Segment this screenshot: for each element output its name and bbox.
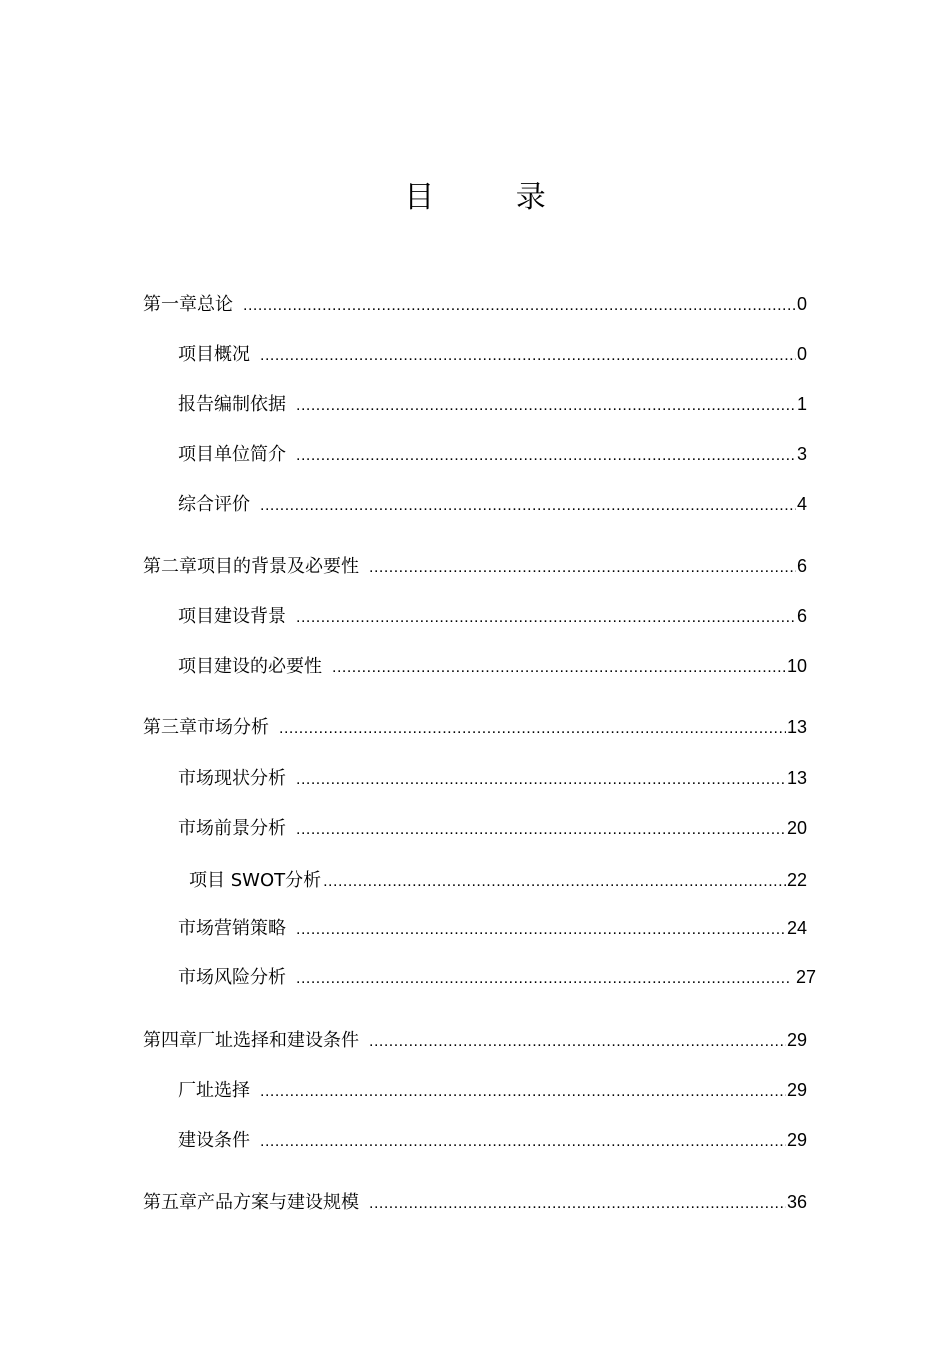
toc-entry[interactable] xyxy=(178,341,807,367)
dot-leader xyxy=(260,1079,786,1105)
entry-title: 市场风险分析 xyxy=(178,967,286,988)
toc-entry[interactable] xyxy=(178,815,807,841)
dot-leader xyxy=(296,817,786,843)
page-number: 6 xyxy=(796,606,807,626)
dot-leader xyxy=(260,493,796,519)
entry-title: 市场现状分析 xyxy=(178,768,286,789)
toc-entry[interactable] xyxy=(178,964,816,990)
entry-title: 报告编制依据 xyxy=(178,394,286,415)
page-number: 24 xyxy=(786,918,807,938)
entry-title: 项目建设的必要性 xyxy=(178,656,322,677)
dot-leader xyxy=(296,917,786,943)
entry-title: 厂址选择和建设条件 xyxy=(197,1030,359,1051)
chapter-number: 第一章 xyxy=(143,294,197,315)
toc-entry[interactable] xyxy=(178,491,807,517)
dot-leader xyxy=(369,1191,786,1217)
entry-title: 厂址选择 xyxy=(178,1080,250,1101)
toc-entry[interactable] xyxy=(178,653,807,679)
dot-leader xyxy=(369,555,796,581)
dot-leader xyxy=(296,393,796,419)
dot-leader xyxy=(279,716,786,742)
page-number: 20 xyxy=(786,818,807,838)
toc-entry[interactable] xyxy=(178,765,807,791)
toc-entry[interactable] xyxy=(178,603,807,629)
toc-entry[interactable] xyxy=(143,1189,807,1215)
entry-title: 市场分析 xyxy=(197,717,269,738)
dot-leader xyxy=(369,1029,786,1055)
entry-title: 项目 SWOT分析 xyxy=(189,870,322,891)
toc-entry[interactable] xyxy=(189,867,807,893)
entry-title: 总论 xyxy=(197,294,233,315)
dot-leader xyxy=(332,655,786,681)
page-number: 4 xyxy=(796,494,807,514)
page-number: 13 xyxy=(786,768,807,788)
entry-title: 建设条件 xyxy=(178,1130,250,1151)
page-number: 10 xyxy=(786,656,807,676)
page-number: 13 xyxy=(786,717,807,737)
page-number: 36 xyxy=(786,1192,807,1212)
dot-leader xyxy=(260,343,796,369)
dot-leader xyxy=(296,443,796,469)
toc-entry[interactable] xyxy=(178,915,807,941)
toc-entry[interactable] xyxy=(178,1127,807,1153)
entry-title: 项目单位简介 xyxy=(178,444,286,465)
chapter-number: 第四章 xyxy=(143,1030,197,1051)
page-number: 3 xyxy=(796,444,807,464)
toc-entry[interactable] xyxy=(143,553,807,579)
entry-title: 项目建设背景 xyxy=(178,606,286,627)
page-number: 29 xyxy=(786,1130,807,1150)
chapter-number: 第二章 xyxy=(143,556,197,577)
toc-entry[interactable] xyxy=(178,441,807,467)
toc-entry[interactable] xyxy=(143,1027,807,1053)
toc-title: 目 录 xyxy=(404,180,582,215)
dot-leader xyxy=(296,966,790,992)
dot-leader xyxy=(296,605,796,631)
chapter-number: 第三章 xyxy=(143,717,197,738)
dot-leader xyxy=(323,869,786,895)
toc-entry[interactable] xyxy=(178,1077,807,1103)
page-number: 27 xyxy=(790,967,816,987)
page-number: 1 xyxy=(796,394,807,414)
entry-title: 综合评价 xyxy=(178,494,250,515)
dot-leader xyxy=(260,1129,786,1155)
page-number: 0 xyxy=(796,344,807,364)
dot-leader xyxy=(243,293,796,319)
entry-title: 产品方案与建设规模 xyxy=(197,1192,359,1213)
page-number: 0 xyxy=(796,294,807,314)
page-number: 29 xyxy=(786,1080,807,1100)
toc-entry[interactable] xyxy=(178,391,807,417)
page-number: 22 xyxy=(786,870,807,890)
page-number: 29 xyxy=(786,1030,807,1050)
entry-title: 市场营销策略 xyxy=(178,918,286,939)
entry-title: 市场前景分析 xyxy=(178,818,286,839)
entry-title: 项目的背景及必要性 xyxy=(197,556,359,577)
dot-leader xyxy=(296,767,786,793)
page-number: 6 xyxy=(796,556,807,576)
toc-entry[interactable] xyxy=(143,714,807,740)
toc-entry[interactable] xyxy=(143,291,807,317)
chapter-number: 第五章 xyxy=(143,1192,197,1213)
entry-title: 项目概况 xyxy=(178,344,250,365)
